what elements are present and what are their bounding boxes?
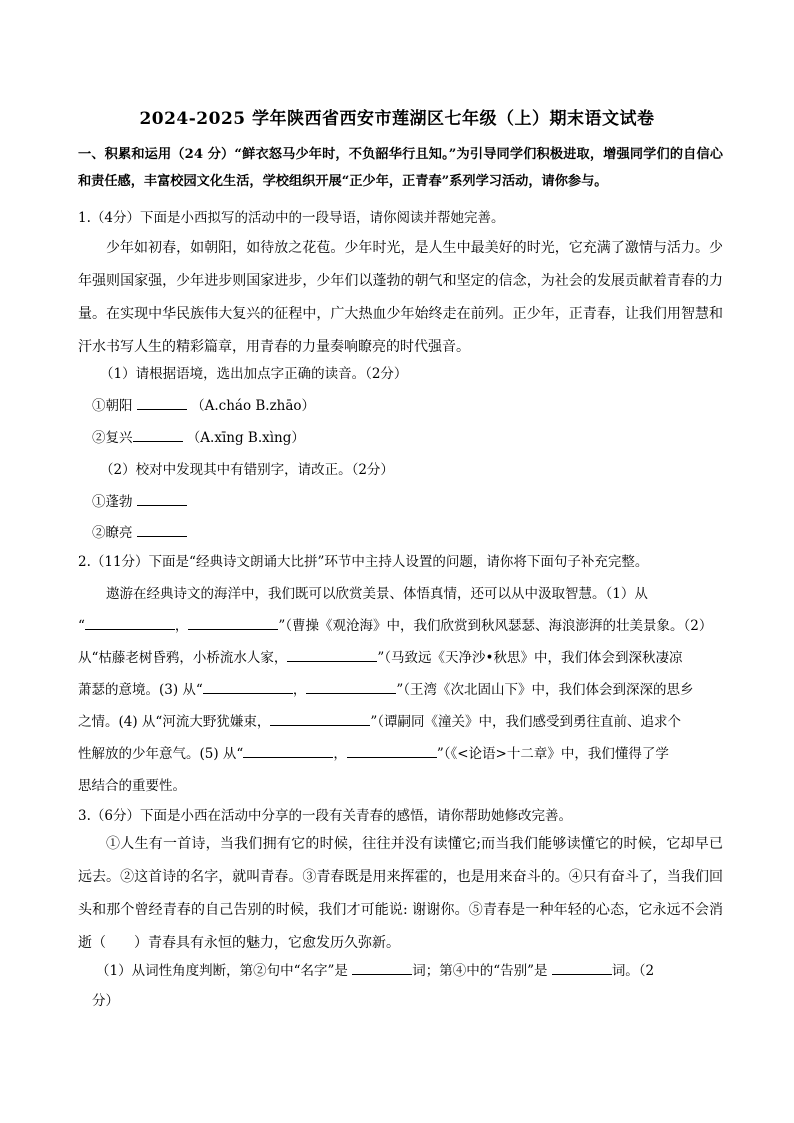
answer-blank[interactable]	[137, 395, 187, 410]
question-1-sub1: （1）请根据语境，选出加点字正确的读音。（2分）	[100, 366, 408, 382]
text-fragment: “	[78, 618, 85, 634]
question-2-line-6	[78, 742, 669, 762]
text-fragment: ，	[174, 618, 189, 634]
answer-blank[interactable]	[188, 615, 278, 630]
option-2-label: ②复兴	[92, 430, 133, 446]
question-2-line-5	[78, 710, 681, 730]
answer-blank[interactable]	[552, 960, 612, 975]
question-1-option-2	[92, 426, 305, 446]
text-fragment: 从“枯藤老树昏鸦，小桥流水人家，	[78, 650, 288, 666]
question-2-line-2	[78, 614, 712, 634]
question-2-line-4	[78, 678, 693, 698]
answer-blank[interactable]	[352, 960, 412, 975]
question-1-fix-1	[92, 490, 187, 510]
text-fragment: ”（曹操《观沧海》中，我们欣赏到秋风瑟瑟、海浪澎湃的壮美景象。（2）	[278, 618, 713, 634]
question-3-sub1	[96, 959, 654, 979]
fix-1-label: ①蓬勃	[92, 494, 133, 510]
text-fragment: ”（马致远《天净沙•秋思》中，我们体会到深秋凄凉	[377, 650, 683, 666]
text-fragment: 词；第④中的“告别”是	[412, 963, 548, 979]
option-1-choices: （A.cháo B.zhāo）	[191, 398, 316, 414]
question-1-passage: 少年如初春，如朝阳，如待放之花苞。少年时光，是人生中最美好的时光，它充满了激情与活力。少年强则国家强，少年进步则国家进步，少年们以蓬勃的朝气和坚定的信念，为社会的发展贡献着青春的力量。在实现中华民族伟大复兴的征程中，广大热血少年始终走在前列。正少年，正青春，让我们用智慧和汗水书写人生的精彩篇章，用青春的力量奏响瞭亮的时代强音。	[78, 240, 723, 355]
page-title: 2024-2025 学年陕西省西安市莲湖区七年级（上）期末语文试卷	[139, 109, 655, 129]
text-fragment: 词。（2	[611, 963, 655, 979]
question-1-sub2: （2）校对中发现其中有错别字，请改正。（2分）	[100, 462, 394, 478]
question-2-line-7: 思结合的重要性。	[78, 778, 186, 794]
question-3-stem: 3.（6分）下面是小西在活动中分享的一段有关青春的感悟，请你帮助她修改完善。	[78, 808, 572, 824]
text-fragment: 之情。(4) 从“河流大野犹嫌束，	[78, 714, 271, 730]
section-heading: 一、积累和运用（24 分）“鲜衣怒马少年时，不负韶华行且知。”为引导同学们积极进取，增强同学们的自信心和责任感，丰富校园文化生活，学校组织开展“正少年，正青春”系列学习活动，请你参与。	[78, 147, 723, 189]
answer-blank[interactable]	[243, 743, 333, 758]
option-2-choices: （A.xīng B.xìng）	[186, 430, 305, 446]
text-fragment: ”（谭嗣同《潼关》中，我们感受到勇往直前、追求个	[370, 714, 681, 730]
answer-blank[interactable]	[270, 711, 370, 726]
question-1-fix-2	[92, 521, 187, 541]
answer-blank[interactable]	[306, 679, 396, 694]
question-1-option-1	[92, 394, 315, 414]
question-2-line-3	[78, 646, 683, 666]
text-fragment: ”（《<论语>十二章》中，我们懂得了学	[436, 746, 669, 762]
answer-blank[interactable]	[133, 427, 183, 442]
question-2-stem: 2.（11分）下面是“经典诗文朗诵大比拼”环节中主持人设置的问题，请你将下面句子补充完整。	[78, 554, 649, 570]
question-3-passage: ①人生有一首诗，当我们拥有它的时候，往往并没有读懂它;而当我们能够读懂它的时候，它却早已远去。②这首诗的名字，就叫青春。③青春既是用来挥霍的，也是用来奋斗的。④只有奋斗了，当我们回头和那个曾经青春的自己告别的时候，我们才可能说: 谢谢你。⑤青春是一种年轻的心态，它永远不会消逝（ ）青春具有永恒的魅力，它愈发历久弥新。	[78, 836, 723, 951]
question-2-line-1: 遨游在经典诗文的海洋中，我们既可以欣赏美景、体悟真情，还可以从中汲取智慧。（1）从	[106, 586, 648, 602]
text-fragment: ，	[292, 682, 307, 698]
text-fragment: ，	[333, 746, 347, 762]
text-fragment: 性解放的少年意气。(5) 从“	[78, 746, 244, 762]
answer-blank[interactable]	[85, 615, 175, 630]
question-1-stem: 1.（4分）下面是小西拟写的活动中的一段导语，请你阅读并帮她完善。	[78, 210, 505, 226]
text-fragment: （1）从词性角度判断，第②句中“名字”是	[96, 963, 348, 979]
answer-blank[interactable]	[137, 522, 187, 537]
text-fragment: ”（王湾《次北固山下》中，我们体会到深深的思乡	[396, 682, 694, 698]
answer-blank[interactable]	[287, 647, 377, 662]
option-1-label: ①朝阳	[92, 398, 133, 414]
question-3-sub1-cont: 分）	[92, 993, 119, 1009]
text-fragment: 萧瑟的意境。(3) 从“	[78, 682, 203, 698]
fix-2-label: ②瞭亮	[92, 525, 133, 541]
answer-blank[interactable]	[137, 491, 187, 506]
answer-blank[interactable]	[203, 679, 293, 694]
answer-blank[interactable]	[347, 743, 437, 758]
